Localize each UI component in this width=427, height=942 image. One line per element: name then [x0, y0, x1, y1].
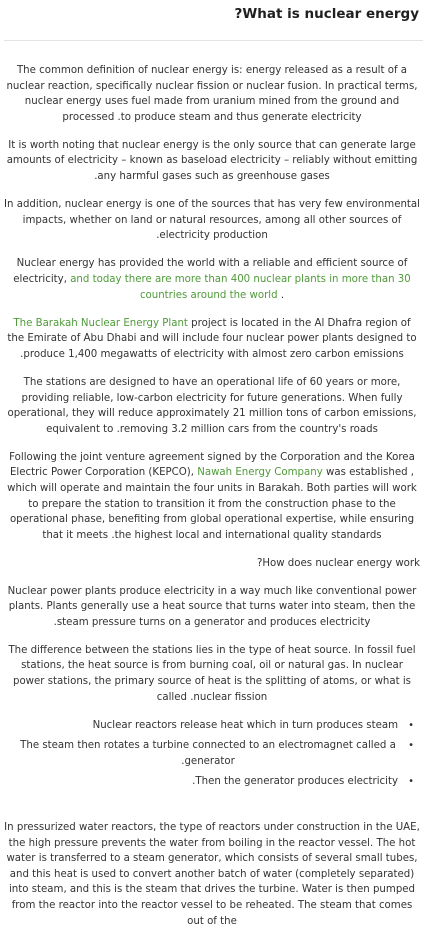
paragraph-nawah-text-a: Following the joint venture agreement signed by the Corporation and the Korea Electric Power Corporation (KEPCO), [9, 451, 415, 479]
paragraph-how-it-works: Nuclear power plants produce electricity in a way much like conventional power plants. Plants generally use a heat source that turns water into steam, then the .steam pressure turns on a generator and produces electricity [7, 585, 417, 628]
paragraph-global-plants-end: . [277, 289, 285, 301]
page-title: ?What is nuclear energy [234, 6, 419, 22]
nawah-company-link[interactable]: Nawah Energy Company [197, 467, 323, 479]
paragraph-barakah [4, 316, 420, 363]
paragraph-nawah-text-b: was established , which will operate and maintain the four units in Barakah. Both parties will work to prepare the station to transition it from the construction phase to the operational phase, benefiting from global operational expertise, while ensuring that it meets .the highest local and international quality standards [7, 467, 417, 541]
bullet-text: Nuclear reactors release heat which in turn produces steam [92, 719, 398, 731]
bullet-icon: • [408, 719, 414, 731]
bullet-text: .Then the generator produces electricity [192, 776, 398, 788]
list-item [4, 738, 420, 769]
global-plants-link[interactable]: and today there are more than 400 nuclear plants in more than 30 countries around the world [70, 274, 411, 301]
paragraph-nawah [4, 450, 420, 544]
title-divider [4, 40, 423, 41]
paragraph-baseload: It is worth noting that nuclear energy is the only source that can generate large amounts of electricity – known as baseload electricity – reliably without emitting .any harmful gases such as greenhouse gases [6, 139, 418, 183]
section-subheading: ?How does nuclear energy work [256, 557, 420, 569]
paragraph-global-plants-text: Nuclear energy has provided the world with a reliable and efficient source of electricity, [13, 258, 408, 286]
paragraph-operational-life: The stations are designed to have an operational life of 60 years or more, providing reliable, low-carbon electricity for future generations. When fully operational, they will reduce approximately 21 million tons of carbon emissions, equivalent to .removing 3.2 million cars from the country's roads [7, 377, 417, 435]
paragraph-global-plants [4, 256, 420, 303]
bullet-icon: • [408, 740, 414, 752]
paragraph-barakah-text: project is located in the Al Dhafra region of the Emirate of Abu Dhabi and will include four nuclear power plants designed to .produce 1,400 megawatts of electricity with almost zero carbon emissions [7, 317, 417, 360]
process-bullet-list [4, 718, 420, 790]
list-item [4, 718, 420, 734]
list-item [4, 774, 420, 790]
paragraph-environment: In addition, nuclear energy is one of the sources that has very few environmental impacts, whether on land or natural resources, among all other sources of .electricity production [4, 199, 420, 242]
article-body [4, 63, 420, 942]
bullet-icon: • [408, 776, 414, 788]
barakah-plant-link[interactable]: The Barakah Nuclear Energy Plant [13, 317, 188, 329]
paragraph-definition: The common definition of nuclear energy is: energy released as a result of a nuclear reaction, specifically nuclear fission or nuclear fusion. In practical terms, nuclear energy uses fuel made from uranium mined from the ground and processed .to produce steam and thus generate electricity [6, 65, 418, 123]
paragraph-pressurized-reactors: In pressurized water reactors, the type of reactors under construction in the UAE, the high pressure prevents the water from boiling in the reactor vessel. The hot water is transferred to a steam generator, which consists of several small tubes, and this heat is used to convert another batch of water (completely separated) into steam, and this is the steam that drives the turbine. Water is then pumped from the reactor into the reactor vessel to be reheated. The steam that comes out of the [4, 822, 420, 927]
bullet-text: The steam then rotates a turbine connected to an electromagnet called a .generator [20, 740, 396, 767]
paragraph-heat-source: The difference between the stations lies in the type of heat source. In fossil fuel stations, the heat source is from burning coal, oil or natural gas. In nuclear power stations, the primary source of heat is the splitting of atoms, or what is called .nuclear fission [8, 644, 416, 703]
